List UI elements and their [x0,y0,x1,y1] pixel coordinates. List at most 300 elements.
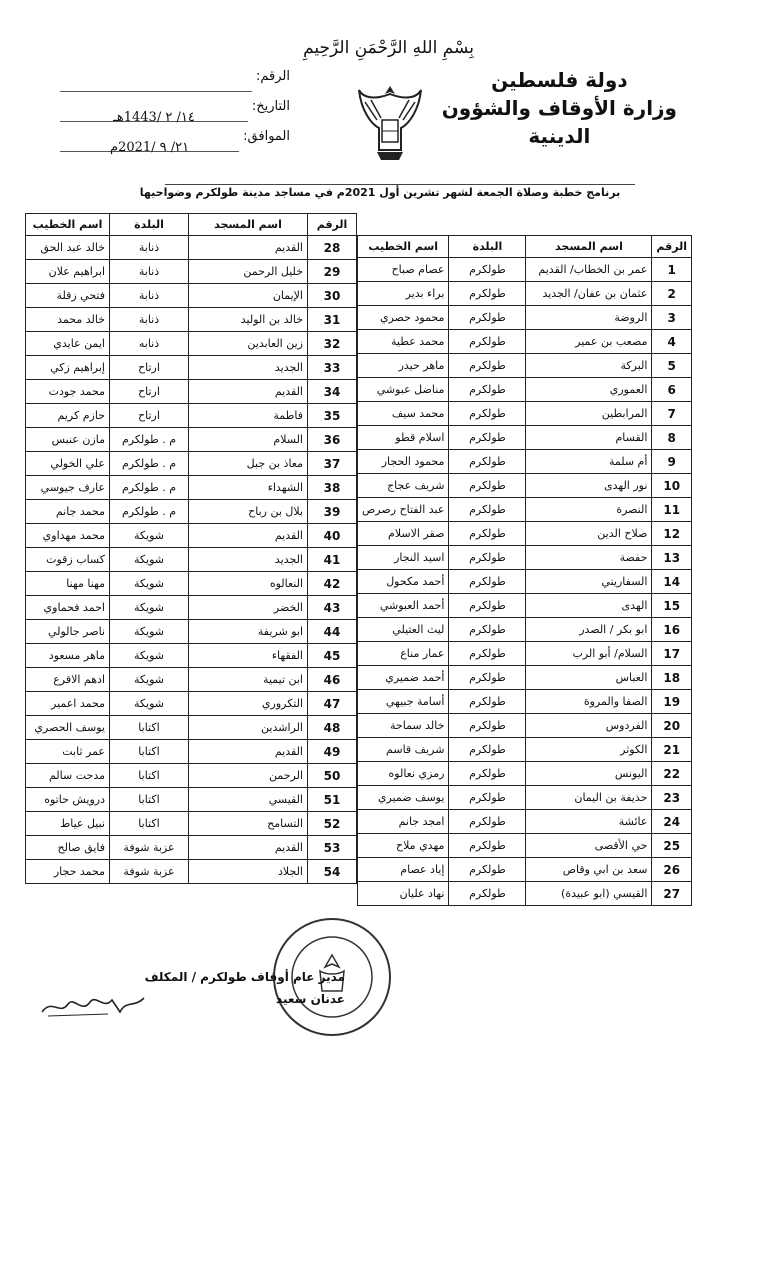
town-name: م . طولكرم [110,476,189,500]
preacher-name: عمر ثابت [26,740,110,764]
preacher-name: خالد سماحة [358,714,449,738]
row-number: 8 [652,426,692,450]
town-name: طولكرم [449,354,526,378]
preacher-name: محمد حجار [26,860,110,884]
row-number: 15 [652,594,692,618]
town-name: ارتاح [110,404,189,428]
table-row [358,642,692,666]
preacher-name: امجد جانم [358,810,449,834]
row-number: 48 [308,716,357,740]
mosque-name: السفاريني [526,570,652,594]
town-name: طولكرم [449,402,526,426]
row-number: 41 [308,548,357,572]
mosque-name: العباس [526,666,652,690]
mosque-name: القديم [189,236,308,260]
mosque-name: القديم [189,740,308,764]
preacher-name: ابراهيم علان [26,260,110,284]
town-name: طولكرم [449,498,526,522]
town-name: شويكة [110,620,189,644]
mosque-name: أم سلمة [526,450,652,474]
mosque-name: البركة [526,354,652,378]
mosque-name: السلام [189,428,308,452]
table-row [358,666,692,690]
row-number: 44 [308,620,357,644]
mosque-name: نور الهدى [526,474,652,498]
mosque-name: الجلاد [189,860,308,884]
town-name: اكتابا [110,812,189,836]
col-number-header: الرقم [652,236,692,258]
row-number: 36 [308,428,357,452]
town-name: طولكرم [449,666,526,690]
mosque-name: معاذ بن جبل [189,452,308,476]
town-name: طولكرم [449,594,526,618]
row-number: 3 [652,306,692,330]
table-row [358,858,692,882]
preacher-name: ناصر جالولي [26,620,110,644]
row-number: 20 [652,714,692,738]
corresp-value: ٢١/ ٩ /2021م [60,133,239,152]
table-row [358,834,692,858]
row-number: 10 [652,474,692,498]
table-row [26,236,357,260]
date-value: ١٤/ ٢ /1443هـ [60,103,248,122]
table-row [358,594,692,618]
table-row [358,522,692,546]
table-row [358,450,692,474]
ministry-line-1: دولة فلسطين [491,68,628,92]
preacher-name: درويش حاتوه [26,788,110,812]
row-number: 30 [308,284,357,308]
row-number: 22 [652,762,692,786]
preacher-name: حازم كريم [26,404,110,428]
preacher-name: مهنا مهنا [26,572,110,596]
preacher-name: نهاد عليان [358,882,449,906]
date-label: التاريخ: [251,99,290,114]
preacher-name: محمد جودت [26,380,110,404]
mosque-name: خليل الرحمن [189,260,308,284]
mosque-name: العموري [526,378,652,402]
ref-value [60,73,252,92]
row-number: 29 [308,260,357,284]
mosque-name: ابو بكر / الصدر [526,618,652,642]
town-name: ذنابة [110,260,189,284]
preacher-name: مناضل عبوشي [358,378,449,402]
preacher-name: محمد اعمير [26,692,110,716]
signatory-title: مدير عام أوقاف طولكرم / المكلف [144,970,345,984]
col-town-header: البلدة [110,214,189,236]
ministry-line-2: وزارة الأوقاف والشؤون [441,96,677,120]
col-preacher-header: اسم الخطيب [26,214,110,236]
town-name: اكتابا [110,716,189,740]
document-meta [60,62,290,155]
row-number: 38 [308,476,357,500]
table-row [26,812,357,836]
town-name: اكتابا [110,740,189,764]
preacher-name: ادهم الاقرع [26,668,110,692]
mosque-name: الكوثر [526,738,652,762]
table-row [358,762,692,786]
mosque-name: التكروري [189,692,308,716]
row-number: 40 [308,524,357,548]
town-name: ارتاح [110,356,189,380]
row-number: 46 [308,668,357,692]
town-name: طولكرم [449,858,526,882]
town-name: اكتابا [110,764,189,788]
table-row [358,738,692,762]
row-number: 42 [308,572,357,596]
mosque-name: التسامح [189,812,308,836]
mosque-name: المرابطين [526,402,652,426]
preacher-name: فايق صالح [26,836,110,860]
mosque-name: صلاح الدين [526,522,652,546]
col-mosque-header: اسم المسجد [526,236,652,258]
schedule-table-left [25,213,357,884]
table-row [358,282,692,306]
preacher-name: رمزي نعالوه [358,762,449,786]
table-row [26,332,357,356]
preacher-name: خالد عبد الحق [26,236,110,260]
col-preacher-header: اسم الخطيب [358,236,449,258]
preacher-name: عبد الفتاح رصرص [358,498,449,522]
preacher-name: فتحي زقلة [26,284,110,308]
mosque-name: الهدى [526,594,652,618]
preacher-name: مازن عنبس [26,428,110,452]
table-row [26,644,357,668]
town-name: طولكرم [449,570,526,594]
schedule-table-right [357,235,692,906]
town-name: طولكرم [449,450,526,474]
table-row [26,740,357,764]
town-name: م . طولكرم [110,452,189,476]
mosque-name: الخضر [189,596,308,620]
preacher-name: محمد مهداوي [26,524,110,548]
eagle-emblem-icon [355,80,425,168]
table-row [26,788,357,812]
mosque-name: ابو شريفة [189,620,308,644]
town-name: عزبة شوفة [110,860,189,884]
ref-row [60,62,290,92]
preacher-name: مدحت سالم [26,764,110,788]
mosque-name: القديم [189,524,308,548]
table-row [26,524,357,548]
mosque-name: الروضة [526,306,652,330]
town-name: طولكرم [449,786,526,810]
town-name: عزبة شوفة [110,836,189,860]
table-row [26,836,357,860]
basmala: بِسْمِ اللهِ الرَّحْمَنِ الرَّحِيمِ [303,38,474,58]
town-name: طولكرم [449,522,526,546]
table-row [358,786,692,810]
row-number: 45 [308,644,357,668]
preacher-name: علي الخولي [26,452,110,476]
town-name: طولكرم [449,546,526,570]
table-row [26,260,357,284]
handwritten-signature-icon [38,990,148,1020]
mosque-name: حفصة [526,546,652,570]
row-number: 52 [308,812,357,836]
town-name: شويكة [110,644,189,668]
town-name: ذنابة [110,308,189,332]
table-row [358,402,692,426]
row-number: 23 [652,786,692,810]
row-number: 32 [308,332,357,356]
mosque-name: الصفا والمروة [526,690,652,714]
mosque-name: الفردوس [526,714,652,738]
town-name: اكتابا [110,788,189,812]
preacher-name: إبراهيم زكي [26,356,110,380]
table-row [358,258,692,282]
mosque-name: القيسي (ابو عبيدة) [526,882,652,906]
table-row [358,882,692,906]
mosque-name: الفقهاء [189,644,308,668]
preacher-name: عصام صباح [358,258,449,282]
mosque-name: فاطمة [189,404,308,428]
preacher-name: ايمن عايدي [26,332,110,356]
row-number: 53 [308,836,357,860]
town-name: طولكرم [449,258,526,282]
table-row [358,810,692,834]
table-row [26,356,357,380]
mosque-name: عمر بن الخطاب/ القديم [526,258,652,282]
mosque-name: القسام [526,426,652,450]
table-row [358,474,692,498]
row-number: 54 [308,860,357,884]
preacher-name: ليث العتيلي [358,618,449,642]
table-row [358,618,692,642]
mosque-name: الشهداء [189,476,308,500]
preacher-name: براء بدير [358,282,449,306]
town-name: طولكرم [449,426,526,450]
mosque-name: حي الأقصى [526,834,652,858]
table-row [358,354,692,378]
table-row [358,690,692,714]
town-name: ذنابه [110,332,189,356]
row-number: 6 [652,378,692,402]
town-name: م . طولكرم [110,428,189,452]
preacher-name: أحمد ضميري [358,666,449,690]
town-name: طولكرم [449,834,526,858]
preacher-name: احمد فحماوي [26,596,110,620]
table-row [26,308,357,332]
town-name: شويكة [110,524,189,548]
town-name: م . طولكرم [110,500,189,524]
mosque-name: الإيمان [189,284,308,308]
town-name: طولكرم [449,738,526,762]
col-mosque-header: اسم المسجد [189,214,308,236]
town-name: طولكرم [449,882,526,906]
town-name: شويكة [110,668,189,692]
preacher-name: محمد جانم [26,500,110,524]
signatory-name: عدنان سعيد [276,992,345,1006]
preacher-name: شريف عجاج [358,474,449,498]
table-row [26,548,357,572]
row-number: 43 [308,596,357,620]
table-row [26,572,357,596]
row-number: 24 [652,810,692,834]
row-number: 17 [652,642,692,666]
preacher-name: يوسف الحصري [26,716,110,740]
row-number: 14 [652,570,692,594]
preacher-name: يوسف ضميري [358,786,449,810]
town-name: طولكرم [449,306,526,330]
row-number: 1 [652,258,692,282]
table-row [26,380,357,404]
preacher-name: خالد محمد [26,308,110,332]
col-number-header: الرقم [308,214,357,236]
row-number: 9 [652,450,692,474]
table-row [26,500,357,524]
preacher-name: كساب زقوت [26,548,110,572]
header-divider [165,184,635,185]
town-name: طولكرم [449,810,526,834]
row-number: 2 [652,282,692,306]
town-name: شويكة [110,692,189,716]
col-town-header: البلدة [449,236,526,258]
ministry-line-3: الدينية [528,124,591,148]
mosque-name: حذيفة بن اليمان [526,786,652,810]
table-header-row [358,236,692,258]
row-number: 7 [652,402,692,426]
table-row [26,452,357,476]
corresp-label: الموافق: [243,129,290,144]
table-row [26,668,357,692]
table-row [26,284,357,308]
mosque-name: عثمان بن عفان/ الجديد [526,282,652,306]
preacher-name: عارف جيوسي [26,476,110,500]
row-number: 37 [308,452,357,476]
table-row [26,620,357,644]
row-number: 16 [652,618,692,642]
mosque-name: النصرة [526,498,652,522]
preacher-name: إياد عصام [358,858,449,882]
preacher-name: محمود الحجار [358,450,449,474]
mosque-name: مصعب بن عمير [526,330,652,354]
preacher-name: صقر الاسلام [358,522,449,546]
table-row [358,378,692,402]
row-number: 28 [308,236,357,260]
table-row [26,692,357,716]
town-name: طولكرم [449,282,526,306]
mosque-name: خالد بن الوليد [189,308,308,332]
preacher-name: اسيد النجار [358,546,449,570]
table-row [358,330,692,354]
table-row [358,546,692,570]
town-name: طولكرم [449,378,526,402]
mosque-name: زين العابدين [189,332,308,356]
signature-block [145,966,345,1010]
mosque-name: ابن تيمية [189,668,308,692]
town-name: ذنابة [110,284,189,308]
preacher-name: عمار مناع [358,642,449,666]
preacher-name: ماهر حيدر [358,354,449,378]
row-number: 25 [652,834,692,858]
table-row [26,404,357,428]
town-name: ذنابة [110,236,189,260]
row-number: 18 [652,666,692,690]
mosque-name: الجديد [189,548,308,572]
preacher-name: مهدي ملاح [358,834,449,858]
mosque-name: القديم [189,836,308,860]
mosque-name: القديم [189,380,308,404]
row-number: 39 [308,500,357,524]
mosque-name: النعالوه [189,572,308,596]
ref-label: الرقم: [256,69,290,84]
table-row [26,428,357,452]
preacher-name: محمد عطية [358,330,449,354]
preacher-name: أسامة جبيهي [358,690,449,714]
row-number: 31 [308,308,357,332]
table-row [358,426,692,450]
table-row [26,716,357,740]
town-name: شويكة [110,572,189,596]
table-row [26,596,357,620]
date-row [60,92,290,125]
mosque-name: عائشة [526,810,652,834]
table-header-row [26,214,357,236]
corresp-row [60,122,290,155]
table-row [358,714,692,738]
town-name: شويكة [110,596,189,620]
mosque-name: الرحمن [189,764,308,788]
table-row [358,570,692,594]
preacher-name: نبيل عياط [26,812,110,836]
preacher-name: ماهر مسعود [26,644,110,668]
mosque-name: سعد بن ابي وقاص [526,858,652,882]
ministry-name [442,66,677,150]
mosque-name: اليونس [526,762,652,786]
row-number: 34 [308,380,357,404]
row-number: 13 [652,546,692,570]
preacher-name: أحمد مكحول [358,570,449,594]
town-name: ارتاح [110,380,189,404]
town-name: طولكرم [449,714,526,738]
table-row [358,306,692,330]
town-name: طولكرم [449,474,526,498]
row-number: 21 [652,738,692,762]
town-name: طولكرم [449,330,526,354]
mosque-name: القيسي [189,788,308,812]
preacher-name: محمد سيف [358,402,449,426]
program-title: برنامج خطبة وصلاة الجمعة لشهر تشرين أول 2021م في مساجد مدينة طولكرم وضواحيها [139,186,621,199]
town-name: طولكرم [449,690,526,714]
preacher-name: شريف قاسم [358,738,449,762]
town-name: طولكرم [449,642,526,666]
mosque-name: الراشدين [189,716,308,740]
mosque-name: بلال بن رباح [189,500,308,524]
row-number: 47 [308,692,357,716]
row-number: 50 [308,764,357,788]
town-name: شويكة [110,548,189,572]
table-row [358,498,692,522]
row-number: 51 [308,788,357,812]
row-number: 35 [308,404,357,428]
row-number: 4 [652,330,692,354]
row-number: 27 [652,882,692,906]
table-row [26,764,357,788]
preacher-name: أحمد العبوشي [358,594,449,618]
row-number: 12 [652,522,692,546]
preacher-name: اسلام قطو [358,426,449,450]
row-number: 11 [652,498,692,522]
town-name: طولكرم [449,618,526,642]
row-number: 33 [308,356,357,380]
mosque-name: السلام/ أبو الرب [526,642,652,666]
table-row [26,476,357,500]
town-name: طولكرم [449,762,526,786]
table-row [26,860,357,884]
mosque-name: الجديد [189,356,308,380]
row-number: 19 [652,690,692,714]
